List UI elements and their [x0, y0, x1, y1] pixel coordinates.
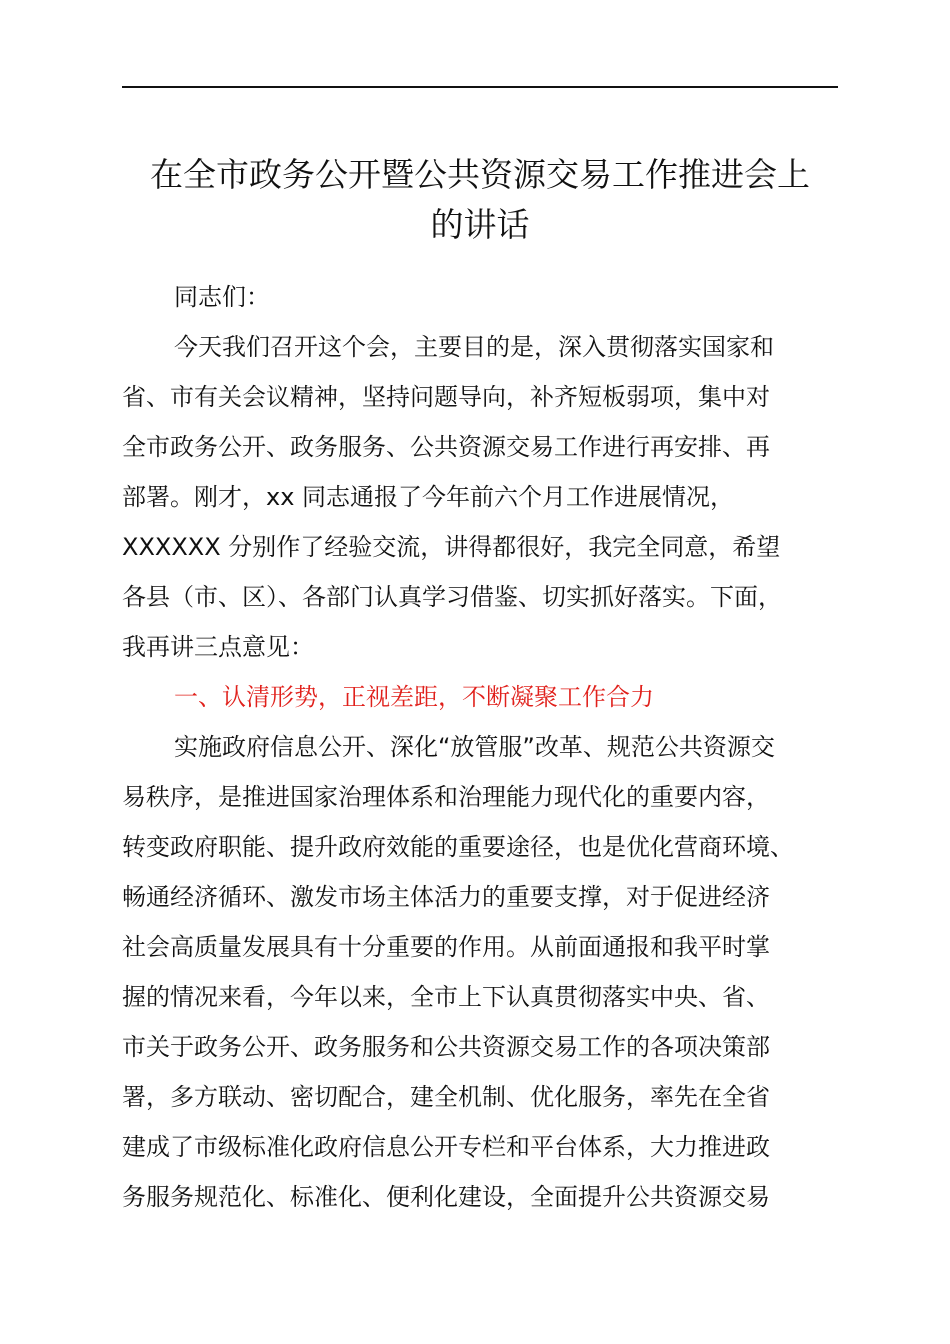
paragraph-line: 实施政府信息公开、深化“放管服”改革、规范公共资源交	[174, 733, 775, 761]
title-line: 的讲话	[430, 205, 530, 244]
paragraph-line: 畅通经济循环、激发市场主体活力的重要支撑，对于促进经济	[122, 883, 770, 911]
section-heading-1: 一、认清形势，正视差距，不断凝聚工作合力	[174, 683, 654, 711]
paragraph-line: 全市政务公开、政务服务、公共资源交易工作进行再安排、再	[122, 433, 770, 461]
paragraph-line: 建成了市级标准化政府信息公开专栏和平台体系，大力推进政	[122, 1133, 770, 1161]
header-rule	[122, 86, 838, 88]
paragraph-line: 部署。刚才，xx 同志通报了今年前六个月工作进展情况，	[122, 483, 735, 511]
paragraph-line: 我再讲三点意见：	[122, 633, 314, 661]
salutation: 同志们：	[174, 283, 270, 311]
paragraph-line: 务服务规范化、标准化、便利化建设，全面提升公共资源交易	[122, 1183, 770, 1211]
title-line: 在全市政务公开暨公共资源交易工作推进会上	[150, 155, 810, 194]
paragraph-line: 省、市有关会议精神，坚持问题导向，补齐短板弱项，集中对	[122, 383, 770, 411]
paragraph-line: 署，多方联动、密切配合，建全机制、优化服务，率先在全省	[122, 1083, 770, 1111]
paragraph-line: 今天我们召开这个会，主要目的是，深入贯彻落实国家和	[174, 333, 774, 361]
paragraph-line: 社会高质量发展具有十分重要的作用。从前面通报和我平时掌	[122, 933, 770, 961]
document-body	[122, 272, 838, 1222]
paragraph-line: XXXXXX 分别作了经验交流，讲得都很好，我完全同意，希望	[122, 533, 781, 561]
paragraph-line: 转变政府职能、提升政府效能的重要途径，也是优化营商环境、	[122, 833, 794, 861]
paragraph-line: 市关于政务公开、政务服务和公共资源交易工作的各项决策部	[122, 1033, 770, 1061]
paragraph-line: 握的情况来看，今年以来，全市上下认真贯彻落实中央、省、	[122, 983, 770, 1011]
paragraph-line: 易秩序，是推进国家治理体系和治理能力现代化的重要内容，	[122, 783, 770, 811]
document-title	[100, 150, 860, 250]
paragraph-line: 各县（市、区）、各部门认真学习借鉴、切实抓好落实。下面，	[122, 583, 782, 611]
